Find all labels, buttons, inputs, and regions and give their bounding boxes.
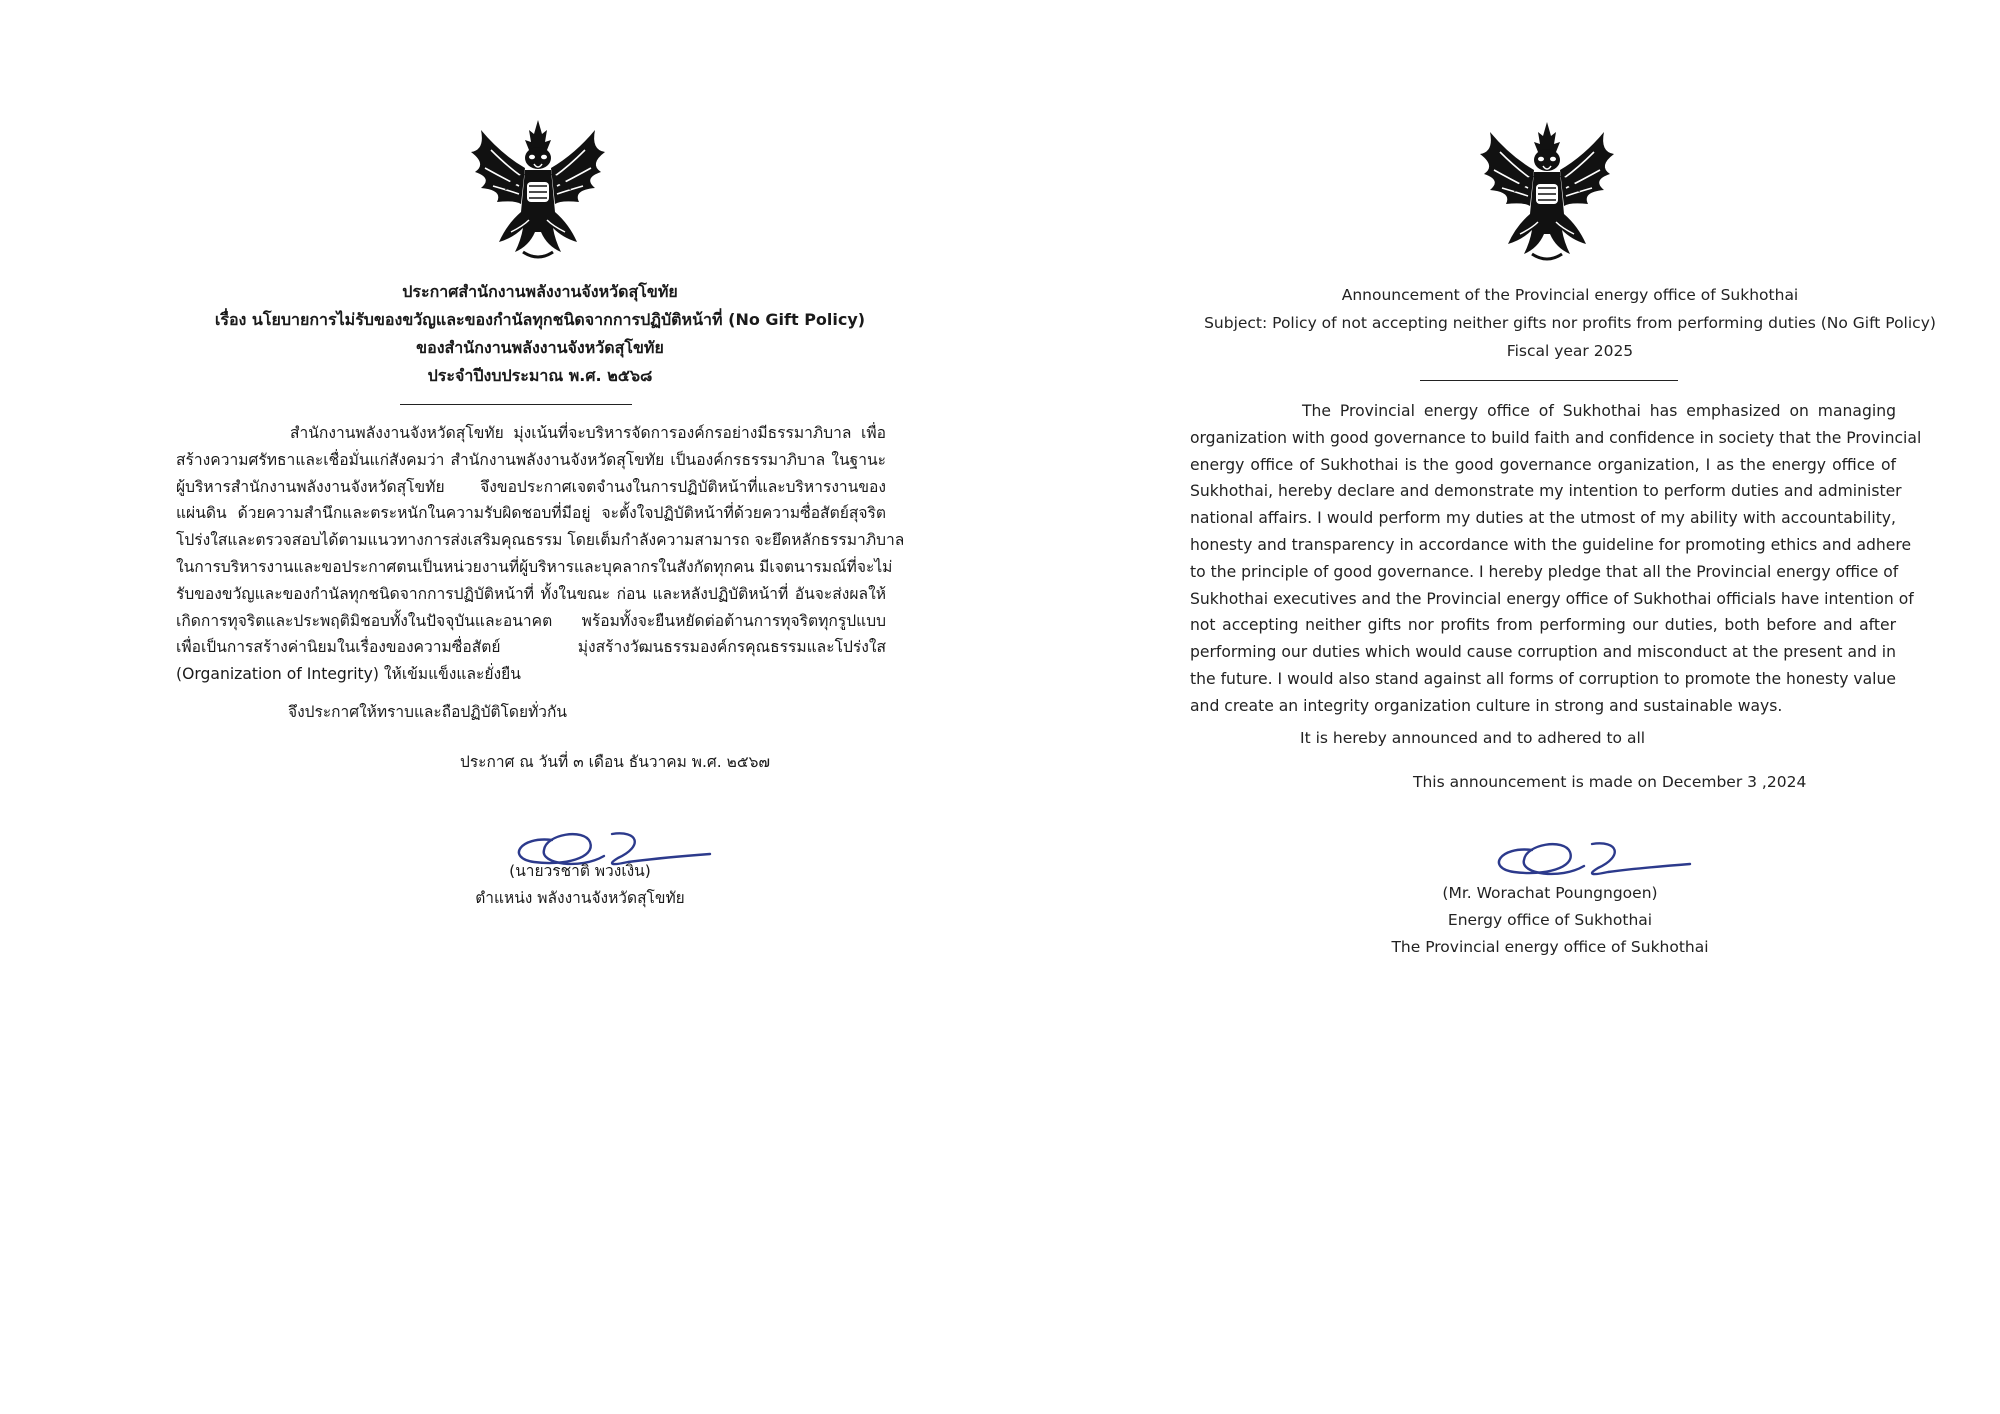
english-body-line: performing our duties which would cause corruption and misconduct at the present and in — [1190, 643, 1897, 662]
thai-body-line: สำนักงานพลังงานจังหวัดสุโขทัย มุ่งเน้นที่จะบริหารจัดการองค์กรอย่างมีธรรมาภิบาล เพื่อ — [290, 424, 886, 442]
english-body-line: organization with good governance to build faith and confidence in society that the Provincial — [1190, 428, 1922, 447]
thai-body-line: รับของขวัญและของกำนัลทุกชนิดจากการปฏิบัติหน้าที่ ทั้งในขณะ ก่อน และหลังปฏิบัติหน้าที่ อันจะส่งผลให้ — [176, 584, 886, 603]
thai-heading-line: ประกาศสำนักงานพลังงานจังหวัดสุโขทัย — [402, 282, 678, 301]
thai-signer-title: ตำแหน่ง พลังงานจังหวัดสุโขทัย — [475, 889, 685, 907]
english-announcement-page — [1000, 0, 2000, 1414]
english-heading-line: Fiscal year 2025 — [1506, 342, 1634, 360]
english-heading-divider — [1420, 380, 1678, 381]
thai-body-line: ในการบริหารงานและขอประกาศตนเป็นหน่วยงานที่ผู้บริหารและบุคลากรในสังกัดทุกคน มีเจตนารมณ์ที่จะไม่ — [176, 557, 893, 576]
english-body-line: national affairs. I would perform my duties at the utmost of my ability with accountability, — [1190, 509, 1896, 528]
english-signer-name: (Mr. Worachat Poungngoen) — [1442, 884, 1658, 902]
signature-icon — [1480, 810, 1700, 880]
english-heading — [1180, 281, 1960, 365]
thai-body-line: แผ่นดิน ด้วยความสำนึกและตระหนักในความรับผิดชอบที่มีอยู่ จะตั้งใจปฏิบัติหน้าที่ด้วยความซื่อสัตย์สุจริต — [176, 504, 886, 523]
thai-body-line: สร้างความศรัทธาและเชื่อมั่นแก่สังคมว่า สำนักงานพลังงานจังหวัดสุโขทัย เป็นองค์กรธรรมาภิบาล ในฐานะ — [176, 450, 886, 469]
thai-signer-name: (นายวรชาติ พวงเงิน) — [509, 862, 651, 880]
thai-closing-statement: จึงประกาศให้ทราบและถือปฏิบัติโดยทั่วกัน — [288, 703, 567, 721]
english-body-line: to the principle of good governance. I hereby pledge that all the Provincial energy office of — [1190, 562, 1899, 581]
english-heading-line: Announcement of the Provincial energy office of Sukhothai — [1341, 286, 1799, 304]
english-body-line: and create an integrity organization culture in strong and sustainable ways. — [1190, 696, 1783, 715]
thai-body-line: โปร่งใสและตรวจสอบได้ตามแนวทางการส่งเสริมคุณธรรม โดยเต็มกำลังความสามารถ จะยึดหลักธรรมาภิบาล — [176, 531, 905, 550]
thai-heading-divider — [400, 404, 632, 405]
thai-heading-line: ของสำนักงานพลังงานจังหวัดสุโขทัย — [416, 338, 664, 357]
thai-heading — [140, 278, 940, 390]
thai-body-line: เพื่อเป็นการสร้างค่านิยมในเรื่องของความซื่อสัตย์ มุ่งสร้างวัฒนธรรมองค์กรคุณธรรมและโปร่งใส — [176, 638, 886, 657]
english-announcement-date: This announcement is made on December 3 ,2024 — [1413, 773, 1807, 791]
garuda-emblem-icon — [1472, 118, 1622, 268]
thai-heading-line: เรื่อง นโยบายการไม่รับของขวัญและของกำนัลทุกชนิดจากการปฏิบัติหน้าที่ (No Gift Policy) — [214, 310, 866, 329]
thai-announcement-date: ประกาศ ณ วันที่ ๓ เดือน ธันวาคม พ.ศ. ๒๕๖๗ — [460, 753, 771, 771]
thai-signer-block — [440, 858, 720, 912]
english-body-line: Sukhothai, hereby declare and demonstrate my intention to perform duties and administer — [1190, 482, 1902, 501]
english-body-paragraph — [1190, 398, 1922, 720]
thai-heading-line: ประจำปีงบประมาณ พ.ศ. ๒๕๖๘ — [427, 366, 653, 385]
thai-body-line: (Organization of Integrity) ให้เข้มแข็งและยั่งยืน — [176, 665, 521, 684]
thai-body-paragraph — [176, 420, 905, 688]
garuda-emblem-icon — [463, 116, 613, 266]
english-body-line: energy office of Sukhothai is the good governance organization, I as the energy office of — [1190, 455, 1896, 474]
thai-body-line: เกิดการทุจริตและประพฤติมิชอบทั้งในปัจจุบันและอนาคต พร้อมทั้งจะยืนหยัดต่อต้านการทุจริตทุกรูปแบบ — [176, 611, 886, 630]
english-body-line: honesty and transparency in accordance with the guideline for promoting ethics and adhere — [1190, 535, 1912, 554]
english-body-line: not accepting neither gifts nor profits from performing our duties, both before and after — [1190, 616, 1896, 635]
english-heading-line: Subject: Policy of not accepting neither gifts nor profits from performing duties (No Gift Policy) — [1204, 314, 1936, 332]
english-signer-block — [1380, 880, 1720, 961]
english-body-line: the future. I would also stand against all forms of corruption to promote the honesty value — [1190, 669, 1896, 688]
english-signer-org: The Provincial energy office of Sukhothai — [1391, 938, 1709, 956]
english-closing-statement: It is hereby announced and to adhered to all — [1300, 729, 1646, 747]
thai-body-line: ผู้บริหารสำนักงานพลังงานจังหวัดสุโขทัย จึงขอประกาศเจตจำนงในการปฏิบัติหน้าที่และบริหารงานของ — [176, 477, 886, 496]
english-body-line: The Provincial energy office of Sukhothai has emphasized on managing — [1302, 402, 1896, 420]
english-body-line: Sukhothai executives and the Provincial energy office of Sukhothai officials have intention of — [1190, 589, 1914, 608]
english-signer-title: Energy office of Sukhothai — [1447, 911, 1653, 929]
